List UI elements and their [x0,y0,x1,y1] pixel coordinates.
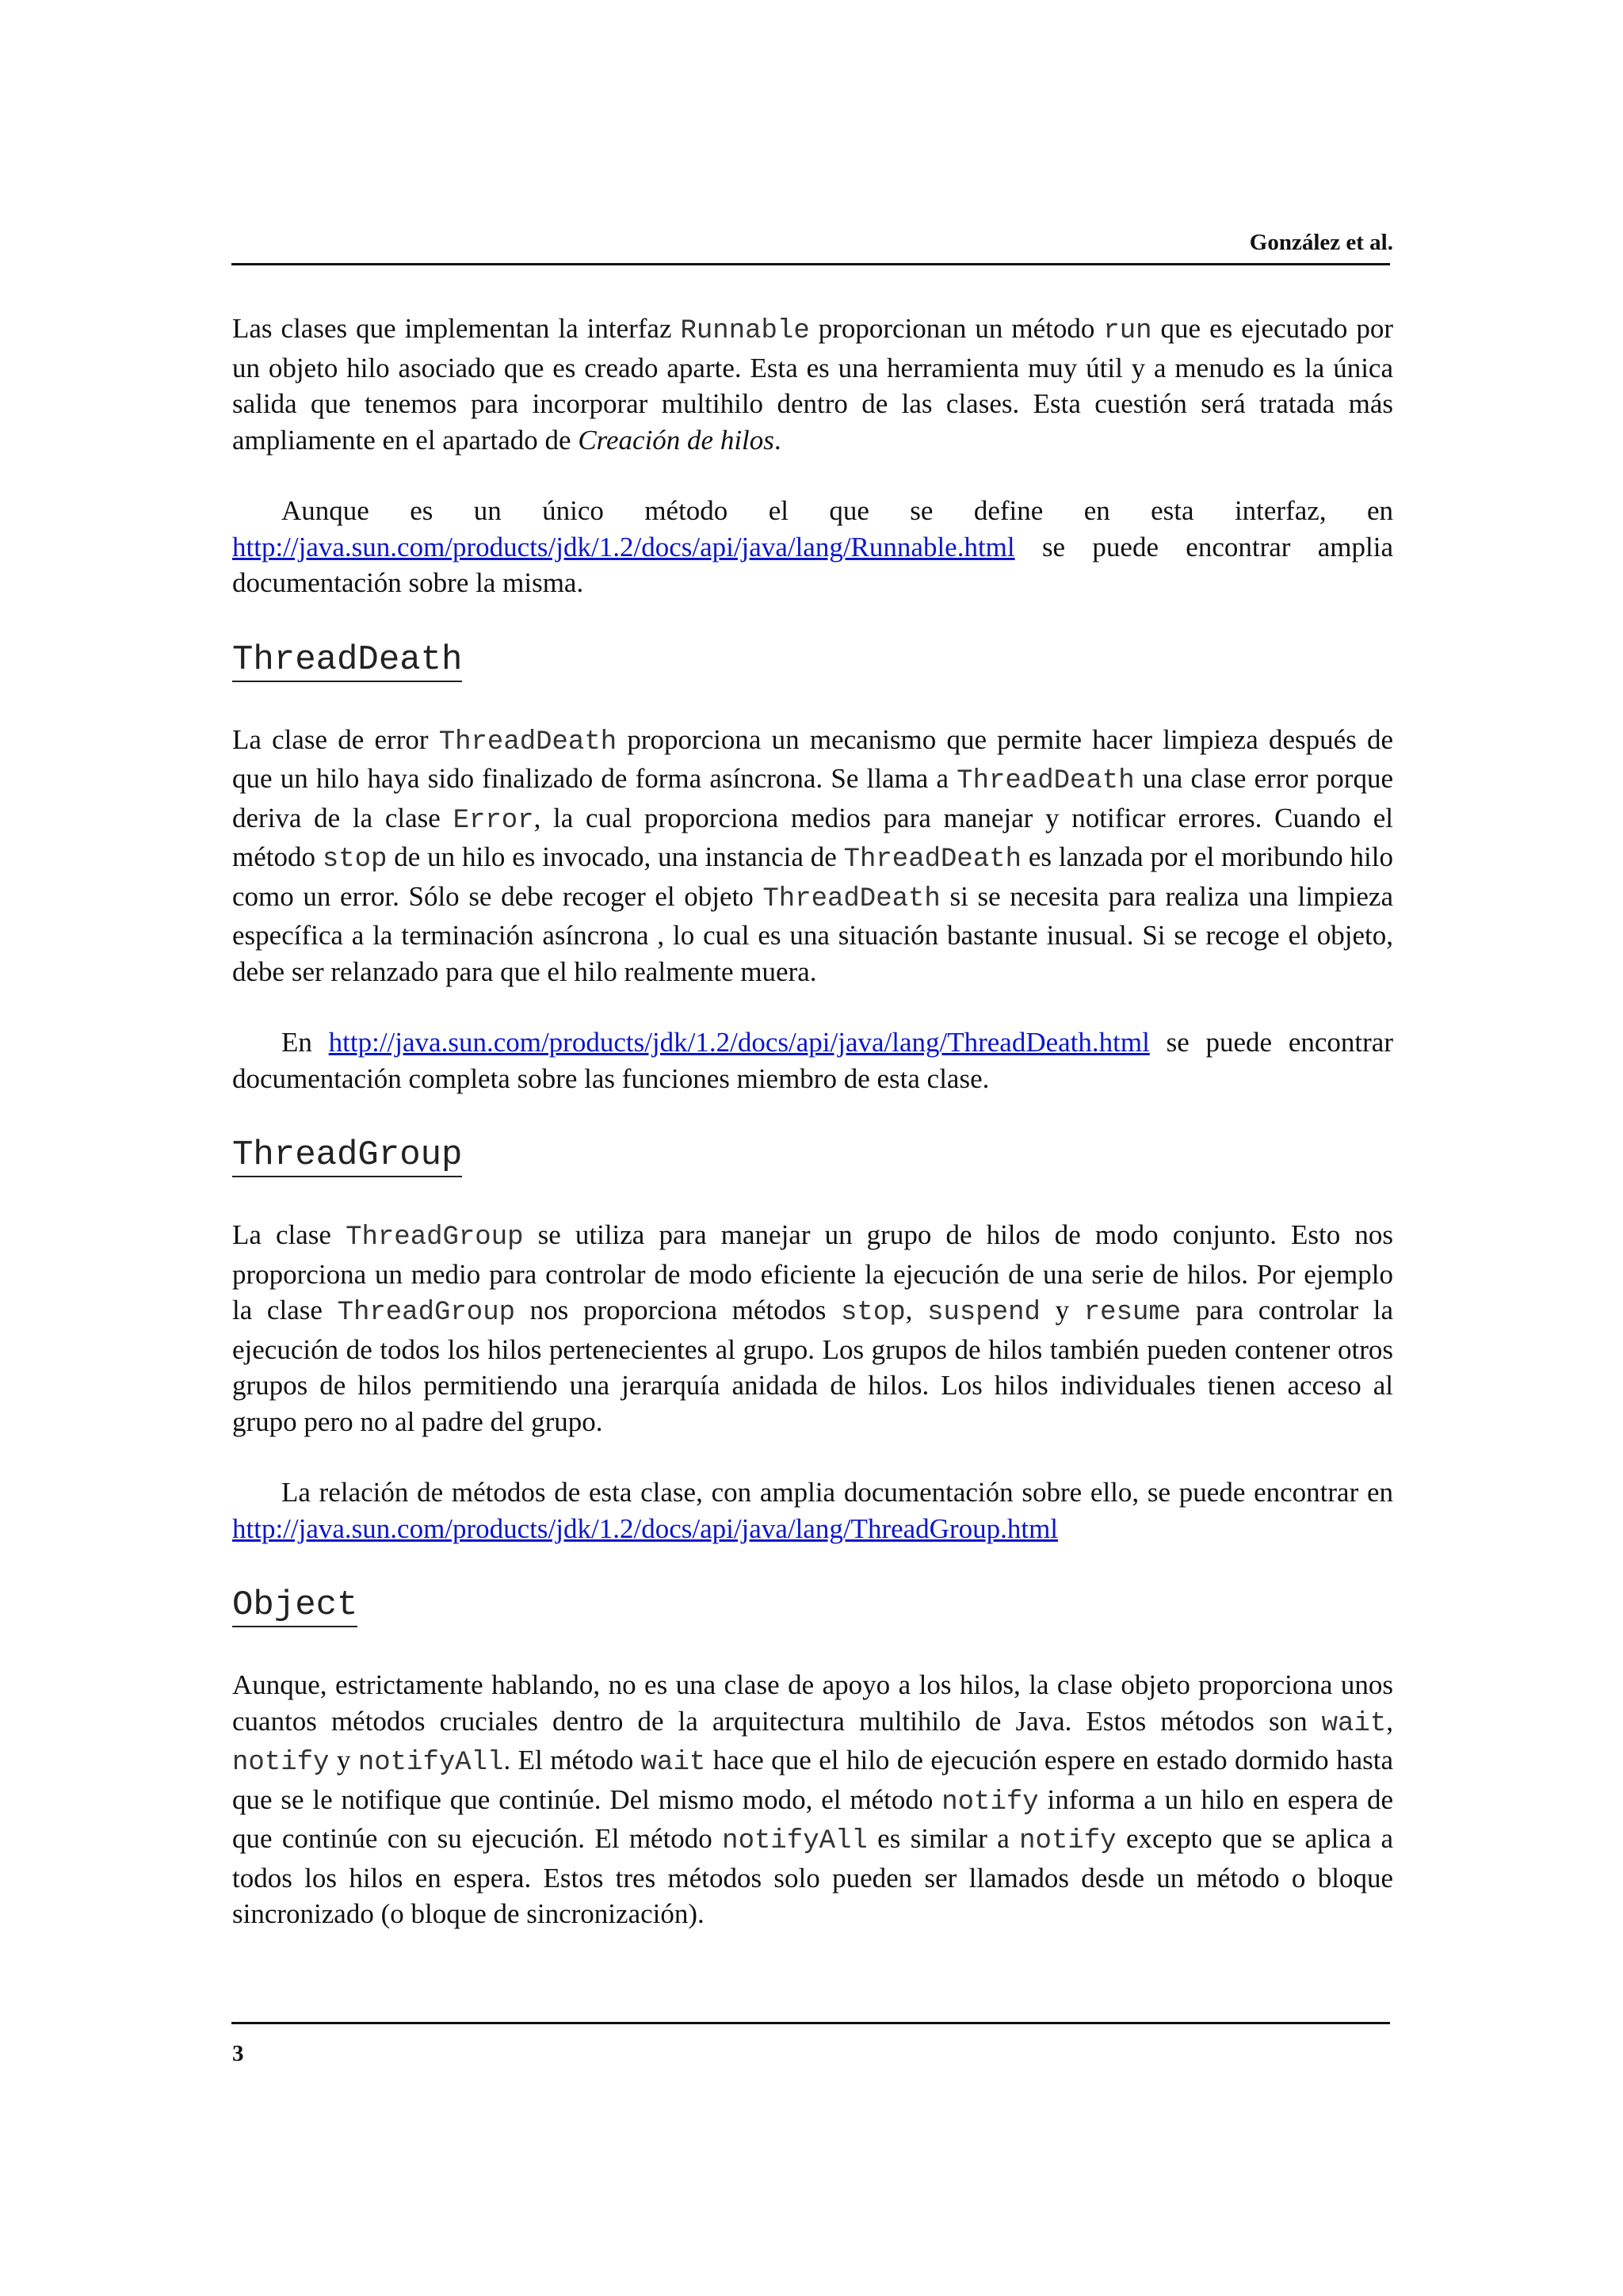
inline-code: ThreadGroup [337,1298,515,1328]
section-heading-object: Object [232,1588,357,1627]
inline-code: ThreadDeath [438,727,617,757]
section-heading-threaddeath: ThreadDeath [232,643,462,682]
threaddeath-docs-link[interactable]: http://java.sun.com/products/jdk/1.2/docs/api/java/lang/ThreadDeath.html [328,1027,1150,1058]
header-rule [231,263,1390,265]
page-body [232,311,1393,1932]
inline-code: Error [453,805,534,836]
inline-code: ThreadGroup [346,1222,524,1253]
inline-code: Runnable [680,316,810,346]
inline-code: notifyAll [722,1826,868,1856]
inline-code: ThreadDeath [843,845,1022,875]
page-number: 3 [232,2041,244,2066]
inline-code: notify [232,1748,330,1778]
threaddeath-docs-paragraph: En http://java.sun.com/products/jdk/1.2/docs/api/java/lang/ThreadDeath.html se puede encontrar documentación completa sobre las funciones miembro de esta clase. [232,1027,1393,1094]
threaddeath-paragraph: La clase de error ThreadDeath proporciona un mecanismo que permite hacer limpieza después de que un hilo haya sido finalizado de forma asíncrona. Se llama a ThreadDeath una clase error porque deriva de la clase Error, la cual proporciona medios para manejar y notificar errores. Cuando el método stop de un hilo es invocado, una instancia de ThreadDeath es lanzada por el moribundo hilo como un error. Sólo se debe recoger el objeto ThreadDeath si se necesita para realiza una limpieza específica a la terminación asíncrona , lo cual es una situación bastante inusual. Si se recoge el objeto, debe ser relanzado para que el hilo realmente muera. [232,723,1394,987]
inline-code: wait [640,1748,706,1778]
threadgroup-paragraph: La clase ThreadGroup se utiliza para manejar un grupo de hilos de modo conjunto. Esto nos proporciona un medio para controlar de modo eficiente la ejecución de una serie de hilos. Por ejemplo la clase ThreadGroup nos proporciona métodos stop, suspend y resume para controlar la ejecución de todos los hilos pertenecientes al grupo. Los grupos de hilos también pueden contener otros grupos de hilos permitiendo una jerarquía anidada de hilos. Los hilos individuales tienen acceso al grupo pero no al padre del grupo. [232,1219,1394,1437]
object-paragraph: Aunque, estrictamente hablando, no es una clase de apoyo a los hilos, la clase objeto proporciona unos cuantos métodos cruciales dentro de la arquitectura multihilo de Java. Estos métodos son wait, notify y notifyAll. El método wait hace que el hilo de ejecución espere en estado dormido hasta que se le notifique que continúe. Del mismo modo, el método notify informa a un hilo en espera de que continúe con su ejecución. El método notifyAll es similar a notify excepto que se aplica a todos los hilos en espera. Estos tres métodos solo pueden ser llamados desde un método o bloque sincronizado (o bloque de sincronización). [232,1669,1394,1929]
inline-code: notify [1019,1826,1117,1856]
section-heading-threadgroup: ThreadGroup [232,1138,462,1177]
inline-code: ThreadDeath [957,766,1135,796]
inline-code: stop [841,1298,906,1328]
threadgroup-docs-link[interactable]: http://java.sun.com/products/jdk/1.2/docs/api/java/lang/ThreadGroup.html [232,1512,1059,1544]
cross-reference: Creación de hilos [578,424,774,456]
inline-code: run [1103,316,1152,346]
inline-code: resume [1083,1298,1182,1328]
inline-code: wait [1321,1708,1387,1739]
inline-code: stop [322,845,388,875]
inline-code: suspend [927,1298,1041,1328]
inline-code: notifyAll [357,1748,504,1778]
threadgroup-docs-paragraph: La relación de métodos de esta clase, con amplia documentación sobre ello, se puede encontrar en http://java.sun.com/products/jdk/1.2/docs/api/java/lang/ThreadGroup.html [232,1477,1393,1544]
inline-code: ThreadDeath [762,883,941,914]
running-header-author: González et al. [1249,230,1393,255]
inline-code: notify [941,1787,1039,1817]
intro-paragraph: Las clases que implementan la interfaz Runnable proporcionan un método run que es ejecutado por un objeto hilo asociado que es creado aparte. Esta es una herramienta muy útil y a menudo es la única salida que tenemos para incorporar multihilo dentro de las clases. Esta cuestión será tratada más ampliamente en el apartado de Creación de hilos. [232,313,1393,456]
footer-rule [231,2022,1390,2024]
runnable-docs-link[interactable]: http://java.sun.com/products/jdk/1.2/docs/api/java/lang/Runnable.html [232,531,1015,563]
runnable-docs-paragraph: Aunque es un único método el que se define en esta interfaz, en http://java.sun.com/products/jdk/1.2/docs/api/java/lang/Runnable.html se puede encontrar amplia documentación sobre la misma. [232,495,1393,598]
